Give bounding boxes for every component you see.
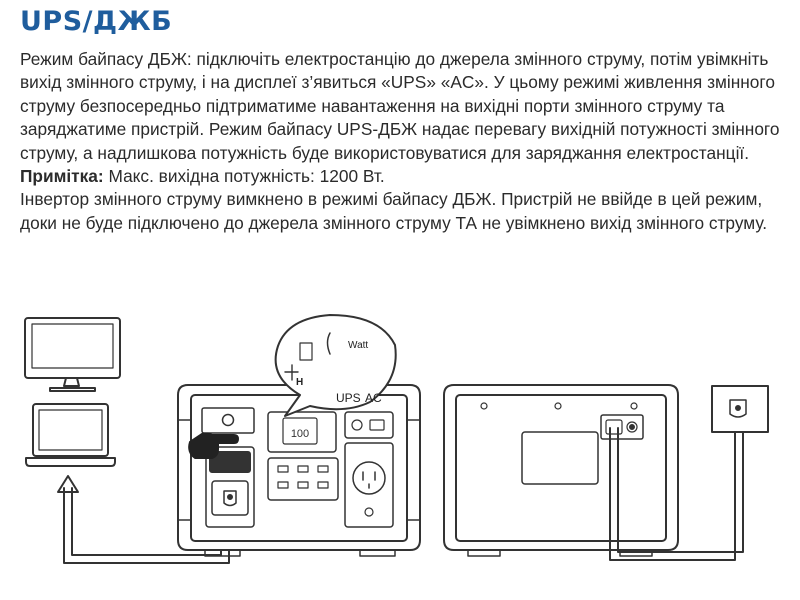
instruction-text xyxy=(20,48,790,235)
paragraph-inverter: Інвертор змінного струму вимкнено в режимі байпасу ДБЖ. Пристрій не ввійде в цей режим, доки не буде підключено до джерела змінного струму ТА не увімкнено вихід змінного струму. xyxy=(20,189,768,233)
monitor-icon xyxy=(25,318,120,391)
section-title: UPS/ДЖБ xyxy=(20,6,173,37)
note-label: Примітка: xyxy=(20,166,104,187)
callout-h-label: H xyxy=(296,377,304,388)
laptop-icon xyxy=(26,404,115,466)
ups-connection-diagram xyxy=(0,300,800,600)
svg-text:100: 100 xyxy=(290,428,310,440)
paragraph-bypass: Режим байпасу ДБЖ: підключіть електростанцію до джерела змінного струму, потім увімкніть вихід змінного струму, і на дисплеї з’явиться «UPS» «AC». У цьому режимі живлення змінного струму безпосередньо підтриматиме навантаження на вихідні порти змінного струму та заряджатиме пристрій. Режим байпасу UPS-ДБЖ надає перевагу вихідній потужності змінного струму, а надлишкова потужність буде використовуватися для заряджання електростанції. xyxy=(20,49,780,163)
callout-watt-label: Watt xyxy=(348,340,369,351)
callout-ups-label: UPS xyxy=(336,391,361,405)
wall-outlet-icon xyxy=(712,386,768,432)
note-text: Макс. вихідна потужність: 1200 Вт. xyxy=(103,166,385,187)
power-station-back xyxy=(444,385,678,556)
note-line xyxy=(20,165,790,188)
callout-ac-label: AC xyxy=(365,391,382,405)
